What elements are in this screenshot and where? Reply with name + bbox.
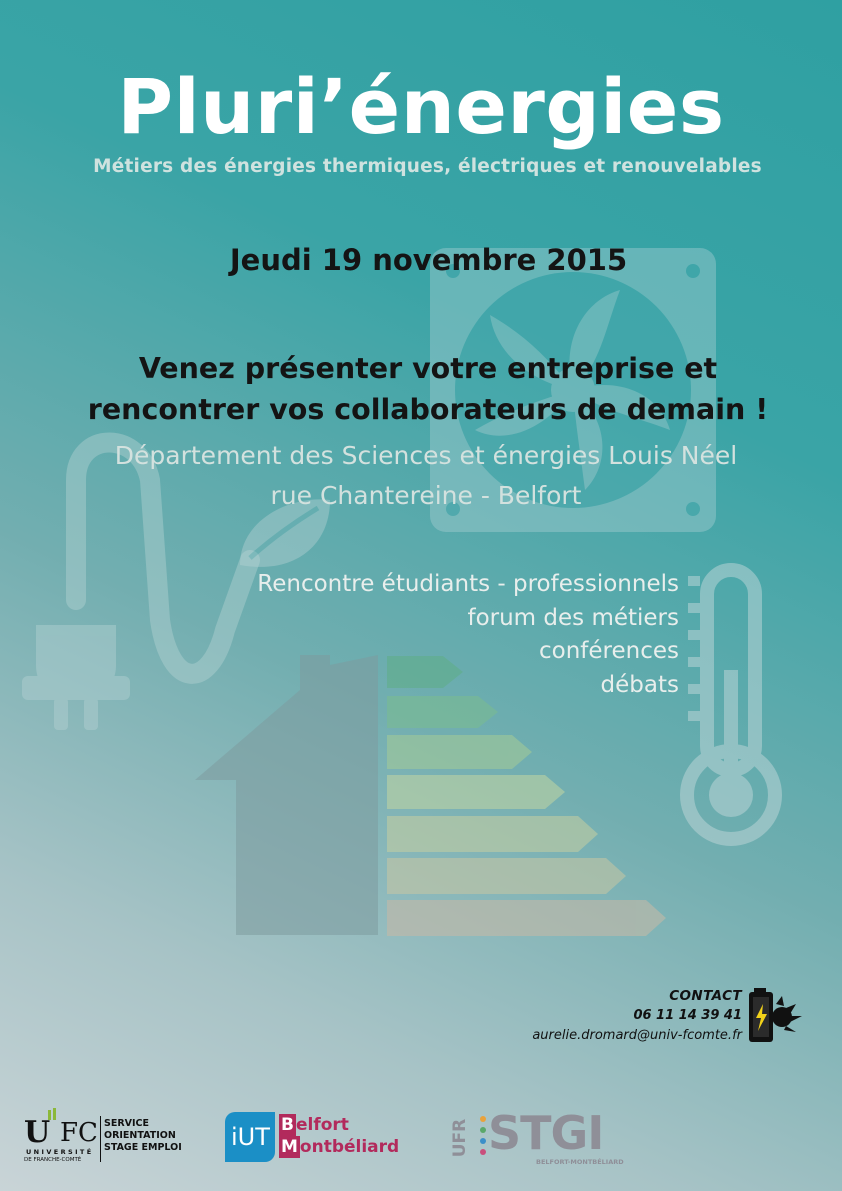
ufc-mark-u: U	[24, 1115, 51, 1150]
ufr-dots-icon	[478, 1114, 488, 1158]
venue	[0, 436, 842, 516]
ufr-prefix: UFR	[450, 1118, 470, 1158]
iut-m-letter: M	[281, 1137, 298, 1157]
iut-m-rest: ontbéliard	[299, 1137, 400, 1157]
iut-b-rest: elfort	[295, 1115, 349, 1135]
ufc-logo	[22, 1108, 192, 1168]
contact-email[interactable]: aurelie.dromard@univ-fcomte.fr	[532, 1028, 742, 1043]
ufr-name: STGI	[488, 1106, 604, 1160]
poster-title: Pluri’énergies	[117, 62, 725, 151]
ufc-service-1: SERVICE	[104, 1118, 149, 1129]
activity-item: conférences	[539, 638, 679, 664]
ufc-divider	[100, 1116, 101, 1162]
contact-phone: 06 11 14 39 41	[633, 1008, 742, 1023]
activity-item: débats	[600, 671, 679, 698]
tagline-line-1: Venez présenter votre entreprise et	[138, 352, 718, 385]
ufr-stgi-logo	[448, 1106, 648, 1170]
ufc-service-2: ORIENTATION	[104, 1130, 176, 1141]
iut-b-letter: B	[281, 1115, 294, 1135]
tagline	[0, 348, 842, 430]
activity-item: Rencontre étudiants - professionnels	[257, 571, 679, 597]
contact-label: CONTACT	[669, 988, 742, 1004]
tagline-line-2: rencontrer vos collaborateurs de demain !	[87, 393, 769, 426]
ufc-service	[104, 1118, 182, 1154]
activities-list	[257, 568, 679, 702]
ufc-service-3: STAGE EMPLOI	[104, 1142, 182, 1153]
venue-line-2: rue Chantereine - Belfort	[270, 481, 582, 510]
activity-item: forum des métiers	[467, 604, 679, 631]
iut-name	[279, 1114, 399, 1158]
plug-body	[22, 625, 130, 730]
poster-subtitle: Métiers des énergies thermiques, électriques et renouvelables	[93, 156, 762, 177]
ufc-caption-2: DE FRANCHE-COMTÉ	[24, 1157, 82, 1163]
event-date: Jeudi 19 novembre 2015	[229, 243, 628, 277]
ufc-caption-1: UNIVERSITÉ	[26, 1148, 94, 1156]
battery-sun-icon	[746, 986, 804, 1046]
iut-logo	[225, 1112, 415, 1164]
venue-line-1: Département des Sciences et énergies Louis Néel	[114, 441, 738, 470]
ufc-mark-fc: FC	[60, 1118, 98, 1148]
contact-block	[532, 986, 742, 1046]
iut-badge: iUT	[231, 1123, 270, 1151]
thermometer-icon	[687, 570, 775, 839]
ufr-caption: BELFORT-MONTBÉLIARD	[536, 1158, 624, 1166]
